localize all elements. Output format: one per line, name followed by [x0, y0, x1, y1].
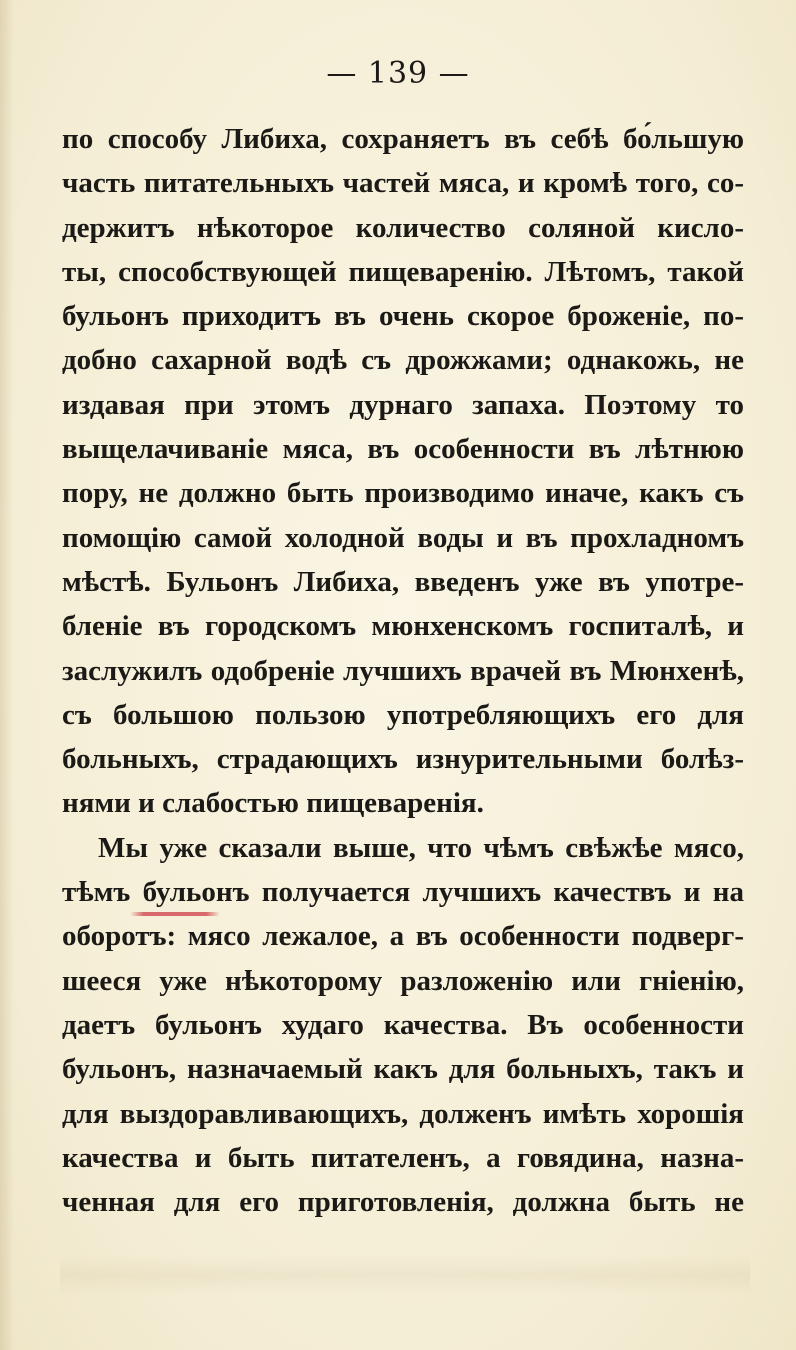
text-line: для выздоравливающихъ, долженъ имѣть хорошія: [62, 1097, 744, 1130]
page-number: — 139 —: [326, 56, 470, 91]
text-line: съ большою пользою употребляющихъ его для: [62, 698, 744, 731]
text-line: ченная для его приготовленія, должна быть не: [62, 1186, 744, 1219]
text-line: выщелачиваніе мяса, въ особенности въ лѣтнюю: [62, 433, 744, 466]
text-line: ты, способствующей пищеваренію. Лѣтомъ, такой: [62, 255, 744, 288]
text-line: помощію самой холодной воды и въ прохладномъ: [62, 521, 744, 554]
red-pencil-underline: [130, 912, 220, 916]
text-line: бленіе въ городскомъ мюнхенскомъ госпиталѣ, и: [62, 610, 744, 643]
text-line: держитъ нѣкоторое количество соляной кисло-: [62, 211, 744, 244]
text-line: часть питательныхъ частей мяса, и кромѣ того, со-: [62, 167, 744, 200]
body-text: [62, 117, 744, 1224]
text-line: издавая при этомъ дурнаго запаха. Поэтому то: [62, 388, 744, 421]
text-line: тѣмъ бульонъ получается лучшихъ качествъ и на: [62, 876, 744, 909]
text-line: даетъ бульонъ худаго качества. Въ особенности: [62, 1008, 744, 1041]
text-line: бульонъ, назначаемый какъ для больныхъ, такъ и: [62, 1053, 744, 1086]
text-line: заслужилъ одобреніе лучшихъ врачей въ Мюнхенѣ,: [62, 654, 744, 687]
page-edge-stain: [0, 0, 14, 1350]
text-line: качества и быть питателенъ, а говядина, назна-: [62, 1141, 744, 1174]
text-line: оборотъ: мясо лежалое, а въ особенности подверг-: [62, 920, 744, 953]
text-line: пору, не должно быть производимо иначе, какъ съ: [62, 477, 744, 510]
text-line: по способу Либиха, сохраняетъ въ себѣ бо́льшую: [62, 123, 744, 155]
text-line: Мы уже сказали выше, что чѣмъ свѣжѣе мясо,: [98, 831, 744, 864]
text-line: больныхъ, страдающихъ изнурительными болѣз-: [62, 743, 744, 776]
text-line: нями и слабостью пищеваренія.: [62, 787, 484, 820]
text-line: бульонъ приходитъ въ очень скорое броженіе, по-: [62, 300, 744, 333]
show-through-bleed: [60, 1255, 750, 1295]
paragraph: [62, 826, 744, 1225]
text-line: шееся уже нѣкоторому разложенію или гніенію,: [62, 964, 744, 997]
text-line: мѣстѣ. Бульонъ Либиха, введенъ уже въ употре-: [62, 565, 744, 598]
paragraph: [62, 117, 744, 826]
text-line: добно сахарной водѣ съ дрожжами; однакожь, не: [62, 344, 744, 377]
